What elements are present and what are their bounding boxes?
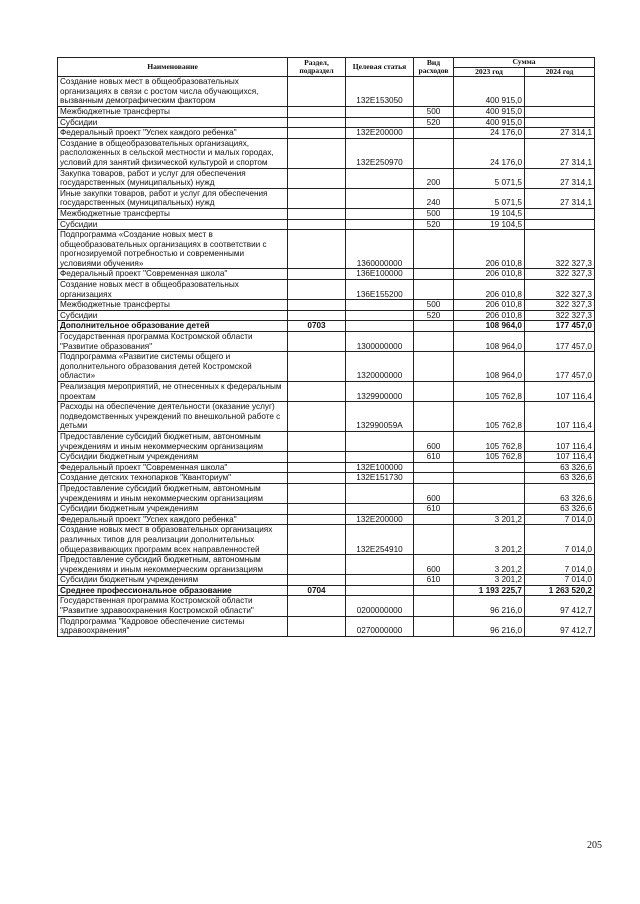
table-row <box>58 596 595 616</box>
cell-target: 1329900000 <box>346 382 414 402</box>
cell-name: Межбюджетные трансферты <box>58 208 288 219</box>
cell-kind <box>414 585 454 596</box>
cell-sum2023: 105 762,8 <box>454 431 525 451</box>
cell-sum2024 <box>525 219 595 230</box>
cell-name: Федеральный проект "Успех каждого ребенка" <box>58 128 288 139</box>
table-row <box>58 128 595 139</box>
cell-kind <box>414 473 454 484</box>
cell-sum2024: 7 014,0 <box>525 525 595 555</box>
cell-kind <box>414 352 454 382</box>
cell-sum2024: 63 326,6 <box>525 473 595 484</box>
cell-kind: 200 <box>414 168 454 188</box>
cell-name: Расходы на обеспечение деятельности (оказание услуг) подведомственных учреждений по внешкольной работе с детьми <box>58 402 288 432</box>
cell-sum2023: 206 010,8 <box>454 310 525 321</box>
cell-sum2023 <box>454 462 525 473</box>
cell-sum2024: 107 116,4 <box>525 431 595 451</box>
header-2023: 2023 год <box>454 67 525 77</box>
cell-sum2024 <box>525 117 595 128</box>
cell-name: Субсидии бюджетным учреждениям <box>58 504 288 515</box>
cell-sum2023: 24 176,0 <box>454 128 525 139</box>
cell-sum2023: 108 964,0 <box>454 352 525 382</box>
cell-target <box>346 575 414 586</box>
cell-sum2023: 19 104,5 <box>454 219 525 230</box>
cell-sum2024: 7 014,0 <box>525 575 595 586</box>
cell-kind: 520 <box>414 117 454 128</box>
cell-name: Государственная программа Костромской области "Развитие образования" <box>58 332 288 352</box>
cell-name: Федеральный проект "Современная школа" <box>58 269 288 280</box>
cell-sum2024 <box>525 77 595 107</box>
cell-section <box>288 280 346 300</box>
cell-sum2024 <box>525 208 595 219</box>
cell-name: Подпрограмма «Развитие системы общего и дополнительного образования детей Костромской области» <box>58 352 288 382</box>
table-row <box>58 77 595 107</box>
cell-sum2024: 7 014,0 <box>525 555 595 575</box>
cell-sum2024: 322 327,3 <box>525 230 595 269</box>
cell-section <box>288 300 346 311</box>
cell-target: 136E155200 <box>346 280 414 300</box>
cell-sum2023: 1 193 225,7 <box>454 585 525 596</box>
table-row <box>58 280 595 300</box>
cell-sum2024: 177 457,0 <box>525 352 595 382</box>
cell-sum2023: 24 176,0 <box>454 138 525 168</box>
cell-section <box>288 382 346 402</box>
table-row <box>58 555 595 575</box>
table-row <box>58 483 595 503</box>
header-kind: Вид расходов <box>414 58 454 77</box>
cell-sum2024: 177 457,0 <box>525 321 595 332</box>
cell-target <box>346 504 414 515</box>
cell-sum2023: 105 762,8 <box>454 402 525 432</box>
table-row <box>58 208 595 219</box>
cell-name: Создание новых мест в общеобразовательных организациях <box>58 280 288 300</box>
cell-sum2023 <box>454 483 525 503</box>
cell-sum2023: 105 762,8 <box>454 382 525 402</box>
cell-section <box>288 77 346 107</box>
cell-target <box>346 310 414 321</box>
cell-name: Федеральный проект "Успех каждого ребенка" <box>58 514 288 525</box>
cell-target: 132E151730 <box>346 473 414 484</box>
table-row <box>58 188 595 208</box>
table-row <box>58 352 595 382</box>
cell-name: Субсидии <box>58 219 288 230</box>
cell-sum2023 <box>454 504 525 515</box>
cell-sum2023: 400 915,0 <box>454 117 525 128</box>
cell-section <box>288 332 346 352</box>
table-row <box>58 473 595 484</box>
header-sum: Сумма <box>454 58 595 68</box>
cell-name: Межбюджетные трансферты <box>58 106 288 117</box>
cell-sum2023: 3 201,2 <box>454 514 525 525</box>
cell-sum2024: 107 116,4 <box>525 382 595 402</box>
cell-kind: 610 <box>414 504 454 515</box>
cell-name: Государственная программа Костромской области "Развитие здравоохранения Костромской области" <box>58 596 288 616</box>
cell-sum2024: 322 327,3 <box>525 310 595 321</box>
table-row <box>58 310 595 321</box>
cell-sum2024: 177 457,0 <box>525 332 595 352</box>
cell-section <box>288 462 346 473</box>
table-row <box>58 402 595 432</box>
cell-section <box>288 208 346 219</box>
cell-kind <box>414 269 454 280</box>
cell-sum2024: 27 314,1 <box>525 128 595 139</box>
cell-name: Субсидии бюджетным учреждениям <box>58 575 288 586</box>
cell-name: Предоставление субсидий бюджетным, автономным учреждениям и иным некоммерческим организациям <box>58 483 288 503</box>
cell-sum2024: 107 116,4 <box>525 402 595 432</box>
table-row <box>58 452 595 463</box>
table-header <box>58 58 595 77</box>
cell-sum2023: 206 010,8 <box>454 230 525 269</box>
cell-target: 132990059A <box>346 402 414 432</box>
table-row <box>58 321 595 332</box>
cell-section <box>288 504 346 515</box>
budget-table <box>57 57 595 637</box>
table-row <box>58 504 595 515</box>
cell-target <box>346 585 414 596</box>
cell-name: Федеральный проект "Современная школа" <box>58 462 288 473</box>
header-section: Раздел, подраздел <box>288 58 346 77</box>
table-row <box>58 462 595 473</box>
header-2024: 2024 год <box>525 67 595 77</box>
cell-kind <box>414 382 454 402</box>
cell-name: Среднее профессиональное образование <box>58 585 288 596</box>
cell-sum2023: 400 915,0 <box>454 77 525 107</box>
cell-kind: 500 <box>414 106 454 117</box>
cell-sum2023: 3 201,2 <box>454 555 525 575</box>
cell-section <box>288 616 346 636</box>
table-row <box>58 138 595 168</box>
cell-name: Закупка товаров, работ и услуг для обеспечения государственных (муниципальных) нужд <box>58 168 288 188</box>
cell-section <box>288 431 346 451</box>
cell-name: Межбюджетные трансферты <box>58 300 288 311</box>
cell-section <box>288 128 346 139</box>
cell-kind <box>414 616 454 636</box>
cell-target: 132E254910 <box>346 525 414 555</box>
cell-section <box>288 117 346 128</box>
cell-name: Субсидии бюджетным учреждениям <box>58 452 288 463</box>
cell-kind <box>414 128 454 139</box>
table-row <box>58 585 595 596</box>
cell-name: Предоставление субсидий бюджетным, автономным учреждениям и иным некоммерческим организациям <box>58 431 288 451</box>
cell-name: Создание в общеобразовательных организациях, расположенных в сельской местности и малых городах, условий для занятий физической культурой и спортом <box>58 138 288 168</box>
cell-kind <box>414 596 454 616</box>
cell-section <box>288 596 346 616</box>
cell-name: Иные закупки товаров, работ и услуг для обеспечения государственных (муниципальных) нужд <box>58 188 288 208</box>
cell-sum2024: 27 314,1 <box>525 138 595 168</box>
cell-target: 136E100000 <box>346 269 414 280</box>
cell-sum2024: 63 326,6 <box>525 483 595 503</box>
cell-sum2024: 1 263 520,2 <box>525 585 595 596</box>
cell-target <box>346 555 414 575</box>
cell-sum2024: 107 116,4 <box>525 452 595 463</box>
cell-kind: 520 <box>414 219 454 230</box>
cell-section <box>288 106 346 117</box>
cell-sum2024: 7 014,0 <box>525 514 595 525</box>
cell-kind: 600 <box>414 483 454 503</box>
table-row <box>58 219 595 230</box>
cell-kind <box>414 462 454 473</box>
cell-section <box>288 473 346 484</box>
table-row <box>58 525 595 555</box>
header-target: Целевая статья <box>346 58 414 77</box>
cell-kind <box>414 332 454 352</box>
table-row <box>58 575 595 586</box>
cell-target: 132E153050 <box>346 77 414 107</box>
cell-sum2024: 322 327,3 <box>525 300 595 311</box>
cell-target <box>346 106 414 117</box>
cell-section <box>288 230 346 269</box>
cell-sum2023: 96 216,0 <box>454 596 525 616</box>
cell-sum2023: 400 915,0 <box>454 106 525 117</box>
cell-target: 132E250970 <box>346 138 414 168</box>
cell-sum2023: 5 071,5 <box>454 168 525 188</box>
cell-target: 1320000000 <box>346 352 414 382</box>
cell-sum2023: 3 201,2 <box>454 575 525 586</box>
cell-kind: 610 <box>414 575 454 586</box>
cell-target <box>346 431 414 451</box>
table-body <box>58 77 595 637</box>
cell-target: 132E100000 <box>346 462 414 473</box>
cell-sum2024 <box>525 106 595 117</box>
cell-section <box>288 352 346 382</box>
cell-section: 0704 <box>288 585 346 596</box>
cell-kind <box>414 402 454 432</box>
cell-target <box>346 188 414 208</box>
cell-section <box>288 483 346 503</box>
cell-kind <box>414 77 454 107</box>
cell-sum2023: 105 762,8 <box>454 452 525 463</box>
cell-section <box>288 310 346 321</box>
cell-target <box>346 219 414 230</box>
cell-section <box>288 219 346 230</box>
cell-kind: 600 <box>414 431 454 451</box>
cell-section <box>288 575 346 586</box>
header-name: Наименование <box>58 58 288 77</box>
table-row <box>58 616 595 636</box>
cell-name: Субсидии <box>58 310 288 321</box>
cell-sum2023: 108 964,0 <box>454 332 525 352</box>
cell-target <box>346 208 414 219</box>
cell-kind: 600 <box>414 555 454 575</box>
cell-sum2023: 206 010,8 <box>454 269 525 280</box>
table-row <box>58 168 595 188</box>
cell-kind: 520 <box>414 310 454 321</box>
cell-sum2023: 3 201,2 <box>454 525 525 555</box>
cell-kind <box>414 514 454 525</box>
cell-kind <box>414 525 454 555</box>
cell-kind <box>414 230 454 269</box>
cell-section <box>288 514 346 525</box>
cell-target <box>346 321 414 332</box>
table-row <box>58 382 595 402</box>
cell-kind: 240 <box>414 188 454 208</box>
table-row <box>58 117 595 128</box>
cell-sum2024: 63 326,6 <box>525 462 595 473</box>
cell-sum2024: 322 327,3 <box>525 280 595 300</box>
cell-section <box>288 452 346 463</box>
cell-target: 132E200000 <box>346 514 414 525</box>
cell-sum2023: 206 010,8 <box>454 280 525 300</box>
cell-kind <box>414 280 454 300</box>
cell-name: Субсидии <box>58 117 288 128</box>
cell-sum2024: 322 327,3 <box>525 269 595 280</box>
cell-target: 0200000000 <box>346 596 414 616</box>
cell-target <box>346 117 414 128</box>
cell-target <box>346 452 414 463</box>
cell-kind: 500 <box>414 208 454 219</box>
cell-kind: 500 <box>414 300 454 311</box>
cell-kind: 610 <box>414 452 454 463</box>
cell-name: Подпрограмма «Создание новых мест в общеобразовательных организациях в соответствии с прогнозируемой потребностью и современными условиями обучения» <box>58 230 288 269</box>
cell-target: 132E200000 <box>346 128 414 139</box>
cell-target <box>346 300 414 311</box>
cell-section <box>288 168 346 188</box>
cell-section <box>288 555 346 575</box>
cell-name: Дополнительное образование детей <box>58 321 288 332</box>
cell-name: Предоставление субсидий бюджетным, автономным учреждениям и иным некоммерческим организациям <box>58 555 288 575</box>
cell-sum2024: 97 412,7 <box>525 616 595 636</box>
cell-section <box>288 188 346 208</box>
cell-sum2023: 206 010,8 <box>454 300 525 311</box>
table-row <box>58 514 595 525</box>
cell-sum2024: 27 314,1 <box>525 168 595 188</box>
cell-target: 1360000000 <box>346 230 414 269</box>
cell-kind <box>414 321 454 332</box>
cell-sum2023: 96 216,0 <box>454 616 525 636</box>
table-row <box>58 300 595 311</box>
cell-sum2023 <box>454 473 525 484</box>
cell-section: 0703 <box>288 321 346 332</box>
cell-section <box>288 525 346 555</box>
cell-target: 0270000000 <box>346 616 414 636</box>
cell-sum2024: 63 326,6 <box>525 504 595 515</box>
cell-target: 1300000000 <box>346 332 414 352</box>
cell-target <box>346 483 414 503</box>
cell-name: Создание детских технопарков "Кванториум" <box>58 473 288 484</box>
cell-sum2023: 19 104,5 <box>454 208 525 219</box>
cell-name: Создание новых мест в общеобразовательных организациях в связи с ростом числа обучающихся, вызванным демографическим фактором <box>58 77 288 107</box>
table-row <box>58 269 595 280</box>
cell-name: Создание новых мест в образовательных организациях различных типов для реализации дополнительных общеразвивающих программ всех направленностей <box>58 525 288 555</box>
cell-kind <box>414 138 454 168</box>
table-row <box>58 230 595 269</box>
cell-sum2024: 27 314,1 <box>525 188 595 208</box>
table-row <box>58 332 595 352</box>
table-row <box>58 431 595 451</box>
cell-target <box>346 168 414 188</box>
cell-section <box>288 138 346 168</box>
cell-name: Подпрограмма "Кадровое обеспечение системы здравоохранения" <box>58 616 288 636</box>
table-row <box>58 106 595 117</box>
cell-section <box>288 402 346 432</box>
page-number: 205 <box>587 840 602 851</box>
cell-sum2023: 5 071,5 <box>454 188 525 208</box>
cell-section <box>288 269 346 280</box>
cell-sum2024: 97 412,7 <box>525 596 595 616</box>
cell-name: Реализация мероприятий, не отнесенных к федеральным проектам <box>58 382 288 402</box>
cell-sum2023: 108 964,0 <box>454 321 525 332</box>
